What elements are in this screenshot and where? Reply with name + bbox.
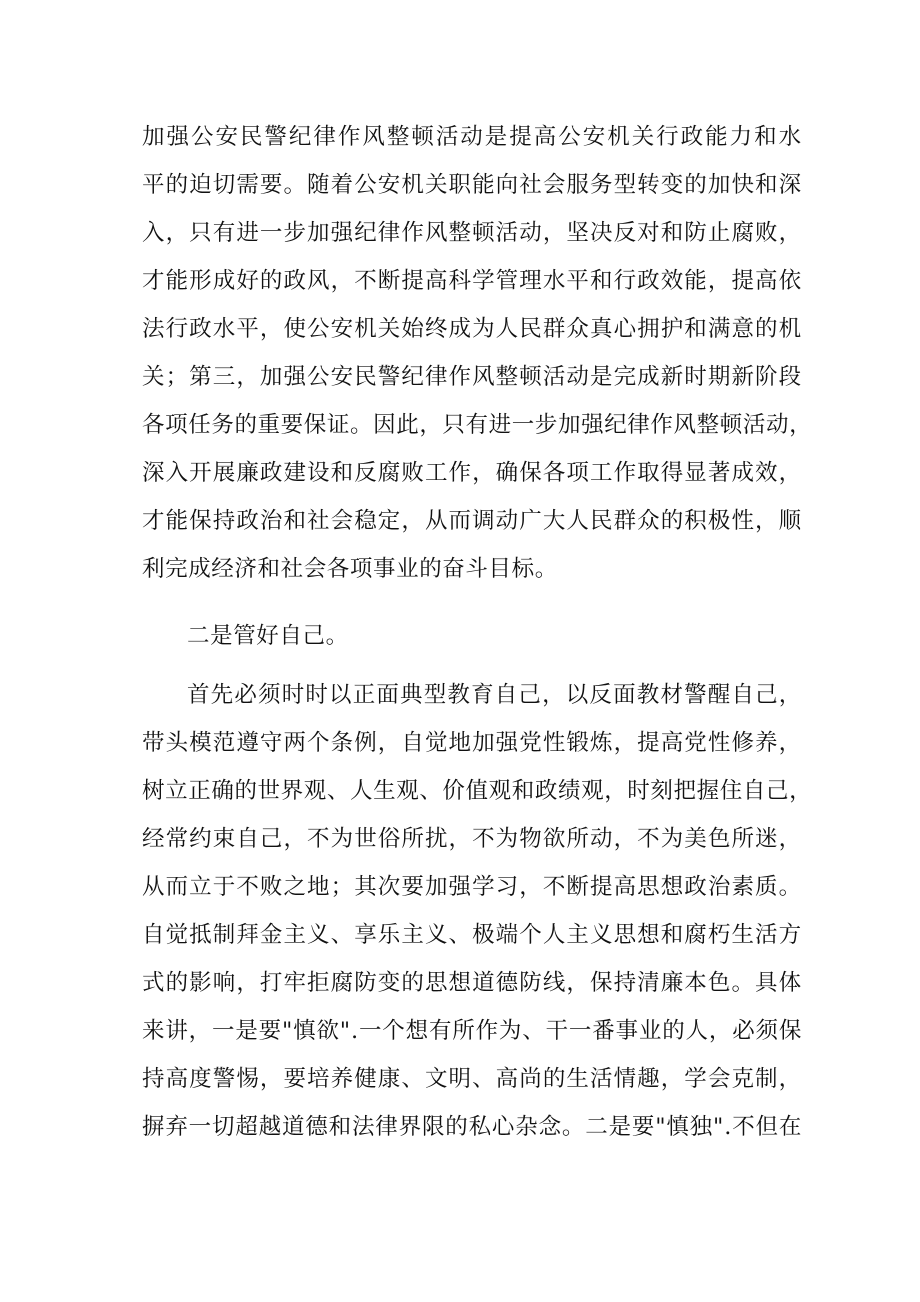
paragraph-line: 入 ， 只 有 进 一 步 加 强 纪 律 作 风 整 顿 活 动 ， 坚 决 反 对 和 防 止 腐 败 ， — [142, 220, 802, 246]
paragraph-line: 才 能 形 成 好 的 政 风 ， 不 断 提 高 科 学 管 理 水 平 和 行 政 效 能 ， 提 高 依 — [142, 268, 802, 294]
section-heading-text: 二是管好自己。 — [187, 623, 349, 649]
paragraph-line: 首 先 必 须 时 时 以 正 面 典 型 教 育 自 己 ， 以 反 面 教 材 警 醒 自 己 ， — [187, 682, 802, 708]
paragraph-line: 从 而 立 于 不 败 之 地 ； 其 次 要 加 强 学 习 ， 不 断 提 高 思 想 政 治 素 质 。 — [142, 874, 802, 900]
paragraph-line: 式 的 影 响 ， 打 牢 拒 腐 防 变 的 思 想 道 德 防 线 ， 保 持 清 廉 本 色 。 具 体 — [142, 970, 802, 996]
paragraph-line: 来 讲 ， 一 是 要 " 慎 欲 " . 一 个 想 有 所 作 为 、 干 一 番 事 业 的 人 ， 必 须 保 — [142, 1018, 802, 1044]
paragraph-line: 自 觉 抵 制 拜 金 主 义 、 享 乐 主 义 、 极 端 个 人 主 义 思 想 和 腐 朽 生 活 方 — [142, 922, 802, 948]
section-heading — [142, 612, 802, 660]
paragraph-line: 利完成经济和社会各项事业的奋斗目标。 — [142, 556, 558, 582]
paragraph-3 — [142, 671, 813, 1151]
paragraph-line: 关 ； 第 三 ， 加 强 公 安 民 警 纪 律 作 风 整 顿 活 动 是 完 成 新 时 期 新 阶 段 — [142, 364, 802, 390]
paragraph-line: 树 立 正 确 的 世 界 观 、 人 生 观 、 价 值 观 和 政 绩 观 ， 时 刻 把 握 住 自 己 ， — [142, 778, 813, 804]
paragraph-line: 经 常 约 束 自 己 ， 不 为 世 俗 所 扰 ， 不 为 物 欲 所 动 ， 不 为 美 色 所 迷 ， — [142, 826, 802, 852]
paragraph-line: 持 高 度 警 惕 ， 要 培 养 健 康 、 文 明 、 高 尚 的 生 活 情 趣 ， 学 会 克 制 ， — [142, 1066, 802, 1092]
paragraph-line: 才 能 保 持 政 治 和 社 会 稳 定 ， 从 而 调 动 广 大 人 民 群 众 的 积 极 性 ， 顺 — [142, 508, 802, 534]
paragraph-line: 平 的 迫 切 需 要 。 随 着 公 安 机 关 职 能 向 社 会 服 务 型 转 变 的 加 快 和 深 — [142, 172, 802, 198]
paragraph-1 — [142, 113, 813, 593]
paragraph-line: 深 入 开 展 廉 政 建 设 和 反 腐 败 工 作 ， 确 保 各 项 工 作 取 得 显 著 成 效 ， — [142, 460, 802, 486]
paragraph-line: 加 强 公 安 民 警 纪 律 作 风 整 顿 活 动 是 提 高 公 安 机 关 行 政 能 力 和 水 — [142, 124, 802, 150]
paragraph-line: 带 头 模 范 遵 守 两 个 条 例 ， 自 觉 地 加 强 党 性 锻 炼 ， 提 高 党 性 修 养 ， — [142, 730, 802, 756]
paragraph-line: 法 行 政 水 平 ， 使 公 安 机 关 始 终 成 为 人 民 群 众 真 心 拥 护 和 满 意 的 机 — [142, 316, 802, 342]
paragraph-line: 摒 弃 一 切 超 越 道 德 和 法 律 界 限 的 私 心 杂 念 。 二 是 要 " 慎 独 " . 不 但 在 — [142, 1114, 802, 1140]
paragraph-line: 各 项 任 务 的 重 要 保 证 。 因 此 ， 只 有 进 一 步 加 强 纪 律 作 风 整 顿 活 动 ， — [142, 412, 813, 438]
